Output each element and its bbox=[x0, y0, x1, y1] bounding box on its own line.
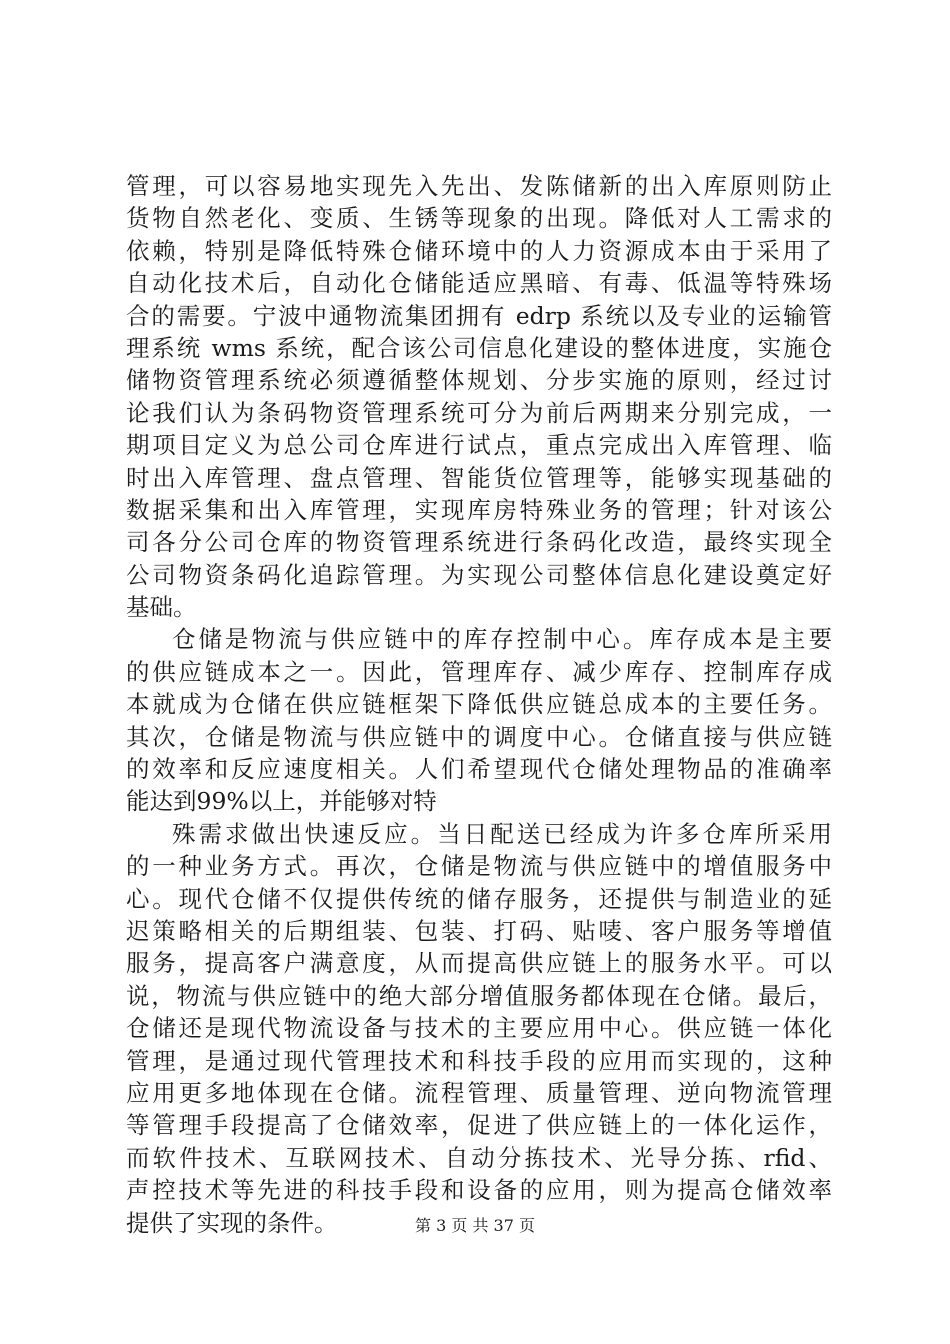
text-line: 公司物资条码化追踪管理。为实现公司整体信息化建设奠定好 bbox=[126, 560, 832, 589]
text-line: 时出入库管理、盘点管理、智能货位管理等，能够实现基础的 bbox=[126, 463, 832, 492]
text-line: 数据采集和出入库管理，实现库房特殊业务的管理；针对该公 bbox=[126, 495, 832, 524]
text-line: 其次，仓储是物流与供应链中的调度中心。仓储直接与供应链 bbox=[126, 722, 832, 751]
text-line: 应用更多地体现在仓储。流程管理、质量管理、逆向物流管理 bbox=[126, 1078, 832, 1107]
text-line: 管理，可以容易地实现先入先出、发陈储新的出入库原则防止 bbox=[126, 172, 832, 200]
text-line: 提供了实现的条件。 bbox=[126, 1208, 338, 1237]
text-line: 依赖，特别是降低特殊仓储环境中的人力资源成本由于采用了 bbox=[126, 236, 832, 265]
text-line: 司各分公司仓库的物资管理系统进行条码化改造，最终实现全 bbox=[126, 528, 832, 557]
text-line: 货物自然老化、变质、生锈等现象的出现。降低对人工需求的 bbox=[126, 204, 832, 233]
text-line: 声控技术等先进的科技手段和设备的应用，则为提高仓储效率 bbox=[126, 1176, 832, 1205]
page-number-footer: 第 3 页 共 37 页 bbox=[415, 1216, 535, 1235]
body-text bbox=[126, 170, 832, 1239]
text-line: 能达到99%以上，并能够对特 bbox=[126, 787, 437, 816]
text-line: 殊需求做出快速反应。当日配送已经成为许多仓库所采用 bbox=[172, 819, 832, 848]
text-line: 服务，提高客户满意度，从而提高供应链上的服务水平。可以 bbox=[126, 949, 832, 978]
text-line: 迟策略相关的后期组装、包装、打码、贴唛、客户服务等增值 bbox=[126, 916, 832, 945]
text-line: 的一种业务方式。再次，仓储是物流与供应链中的增值服务中 bbox=[126, 852, 832, 881]
text-line: 管理，是通过现代管理技术和科技手段的应用而实现的，这种 bbox=[126, 1046, 832, 1075]
text-line: 自动化技术后，自动化仓储能适应黑暗、有毒、低温等特殊场 bbox=[126, 269, 832, 298]
text-line: 说，物流与供应链中的绝大部分增值服务都体现在仓储。最后， bbox=[126, 981, 832, 1010]
text-line: 的效率和反应速度相关。人们希望现代仓储处理物品的准确率 bbox=[126, 755, 832, 784]
text-line: 合的需要。宁波中通物流集团拥有 edrp 系统以及专业的运输管 bbox=[126, 301, 832, 330]
text-line: 储物资管理系统必须遵循整体规划、分步实施的原则，经过讨 bbox=[126, 366, 832, 395]
text-line: 的供应链成本之一。因此，管理库存、减少库存、控制库存成 bbox=[126, 657, 832, 686]
text-line: 期项目定义为总公司仓库进行试点，重点完成出入库管理、临 bbox=[126, 431, 832, 460]
text-line: 仓储还是现代物流设备与技术的主要应用中心。供应链一体化 bbox=[126, 1014, 832, 1043]
text-line: 基础。 bbox=[126, 593, 197, 622]
text-line: 论我们认为条码物资管理系统可分为前后两期来分别完成，一 bbox=[126, 398, 832, 427]
text-line: 本就成为仓储在供应链框架下降低供应链总成本的主要任务。 bbox=[126, 690, 832, 719]
text-line: 仓储是物流与供应链中的库存控制中心。库存成本是主要 bbox=[172, 625, 832, 654]
text-line: 心。现代仓储不仅提供传统的储存服务，还提供与制造业的延 bbox=[126, 884, 832, 913]
text-line: 而软件技术、互联网技术、自动分拣技术、光导分拣、rfid、 bbox=[126, 1143, 832, 1172]
text-line: 理系统 wms 系统，配合该公司信息化建设的整体进度，实施仓 bbox=[126, 333, 832, 362]
text-line: 等管理手段提高了仓储效率，促进了供应链上的一体化运作， bbox=[126, 1111, 832, 1140]
